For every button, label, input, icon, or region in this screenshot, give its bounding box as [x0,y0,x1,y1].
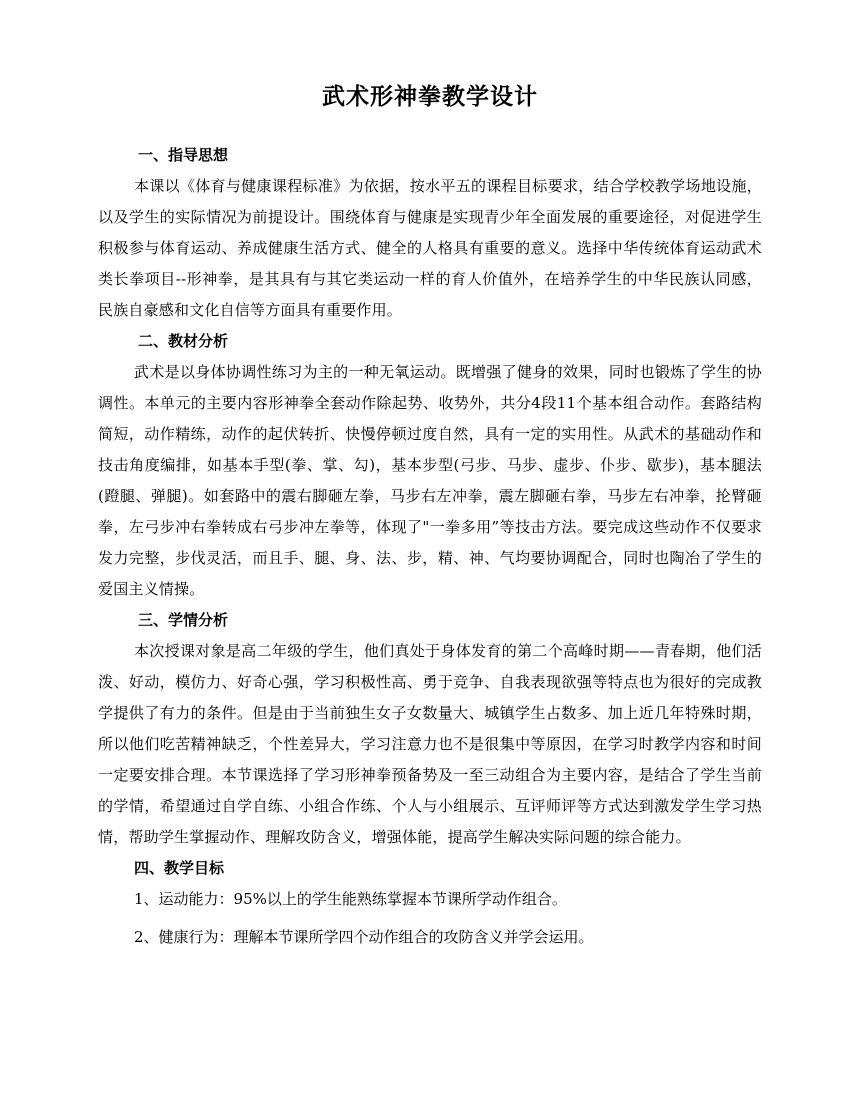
section-guiding-ideology [98,140,762,326]
document-body [98,140,762,953]
section-heading: 三、学情分析 [138,611,229,629]
section-heading: 二、教材分析 [138,332,229,350]
section-teaching-objectives [98,853,762,953]
spacer [98,915,762,922]
section-paragraph: 武术是以身体协调性练习为主的一种无氧运动。既增强了健身的效果，同时也锻炼了学生的协调性。本单元的主要内容形神拳全套动作除起势、收势外，共分4段11个基本组合动作。套路结构简短，动作精练，动作的起伏转折、快慢停顿过度自然，具有一定的实用性。从武术的基础动作和技击角度编排，如基本手型(拳、掌、勾)，基本步型(弓步、马步、虚步、仆步、歇步)，基本腿法(蹬腿、弹腿)。如套路中的震右脚砸左拳，马步右左冲拳，震左脚砸右拳，马步左右冲拳，抡臂砸拳，左弓步冲右拳转成右弓步冲左拳等，体现了"一拳多用”等技击方法。要完成这些动作不仅要求发力完整，步伐灵活，而且手、腿、身、法、步，精、神、气均要协调配合，同时也陶冶了学生的爱国主义情操。 [98,363,762,598]
section-material-analysis [98,326,762,605]
section-paragraph: 本课以《体育与健康课程标准》为依据，按水平五的课程目标要求，结合学校教学场地设施，以及学生的实际情况为前提设计。围绕体育与健康是实现青少年全面发展的重要途径，对促进学生积极参与体育运动、养成健康生活方式、健全的人格具有重要的意义。选择中华传统体育运动武术类长拳项目--形神拳，是其具有与其它类运动一样的育人价值外，在培养学生的中华民族认同感，民族自豪感和文化自信等方面具有重要作用。 [98,177,762,319]
section-heading: 四、教学目标 [134,859,225,877]
objective-item: 2、健康行为：理解本节课所学四个动作组合的攻防含义并学会运用。 [134,928,594,946]
section-paragraph: 本次授课对象是高二年级的学生，他们真处于身体发育的第二个高峰时期——青春期，他们活泼、好动，模仿力、好奇心强，学习积极性高、勇于竞争、自我表现欲强等特点也为很好的完成教学提供了有力的条件。但是由于当前独生女子女数量大、城镇学生占数多、加上近几年特殊时期，所以他们吃苦精神缺乏，个性差异大，学习注意力也不是很集中等原因，在学习时教学内容和时间一定要安排合理。本节课选择了学习形神拳预备势及一至三动组合为主要内容，是结合了学生当前的学情，希望通过自学自练、小组合作练、个人与小组展示、互评师评等方式达到激发学生学习热情，帮助学生掌握动作、理解攻防含义，增强体能，提高学生解决实际问题的综合能力。 [98,642,762,846]
section-heading: 一、指导思想 [138,146,229,164]
objective-item: 1、运动能力：95%以上的学生能熟练掌握本节课所学动作组合。 [134,890,567,908]
document-title: 武术形神拳教学设计 [322,84,538,110]
section-student-analysis [98,605,762,853]
